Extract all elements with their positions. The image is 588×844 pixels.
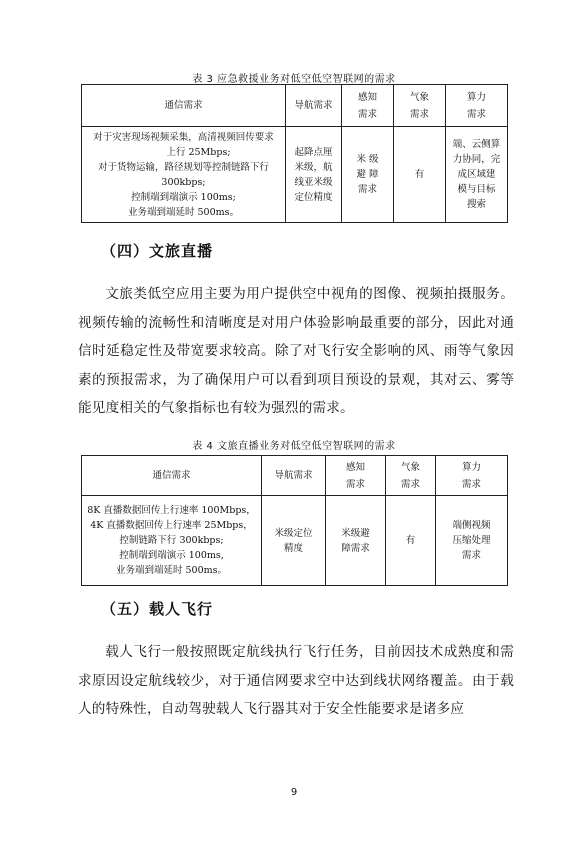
table4-caption: 表 4 文旅直播业务对低空低空智联网的需求 [192,441,396,452]
table4-compute-cell: 端侧视频 压缩处理 需求 [436,496,508,586]
table3-header-nav: 导航需求 [286,85,342,127]
table3-sense-cell: 米 级 避 障 需求 [342,127,394,223]
table4-header-comm: 通信需求 [82,456,262,496]
table4-nav-cell: 米级定位 精度 [262,496,326,586]
table4 [81,455,508,586]
table3-header-weather: 气象需求 [394,85,446,127]
table4-sense-cell: 米级避 障需求 [326,496,386,586]
table3-nav-cell: 起降点厘 米级，航 线亚米级 定位精度 [286,127,342,223]
table4-weather-cell: 有 [386,496,436,586]
table3-data-row [82,127,508,223]
table3-header-comm: 通信需求 [82,85,286,127]
table4-header-row [82,456,508,496]
table3-weather-cell: 有 [394,127,446,223]
page-number: 9 [290,787,298,798]
section4-paragraph: 文旅类低空应用主要为用户提供空中视角的图像、视频拍摄服务。视频传输的流畅性和清晰度是对用户体验影响最重要的部分，因此对通信时延稳定性及带宽要求较高。除了对飞行安全影响的风、雨等气象因素的预报需求，为了确保用户可以看到项目预设的景观，其对云、雾等能见度相关的气象指标也有较为强烈的需求。 [78,286,514,416]
table4-data-row [82,496,508,586]
table3-caption: 表 3 应急救援业务对低空低空智联网的需求 [192,74,396,85]
table3-comm-cell: 对于灾害现场视频采集，高清视频回传要求 上行 25Mbps; 对于货物运输，路径规划等控制链路下行 300kbps; 控制端到端演示 100ms; 业务端到端延时 500ms。 [82,127,286,223]
table3-header-compute: 算力需求 [446,85,508,127]
table4-header-compute: 算力需求 [436,456,508,496]
section4-title: （四）文旅直播 [101,242,214,260]
table4-header-weather: 气象需求 [386,456,436,496]
section5-paragraph: 载人飞行一般按照既定航线执行飞行任务，目前因技术成熟度和需求原因设定航线较少，对于通信网要求空中达到线状网络覆盖。由于载人的特殊性，自动驾驶载人飞行器其对于安全性能要求是诸多应 [78,644,514,717]
table4-header-nav: 导航需求 [262,456,326,496]
table3-header-sense: 感知需求 [342,85,394,127]
table3-compute-cell: 端、云侧算 力协同，完 成区域建 模与目标 搜索 [446,127,508,223]
table4-header-sense: 感知需求 [326,456,386,496]
table3-header-row [82,85,508,127]
table4-comm-cell: 8K 直播数据回传上行速率 100Mbps， 4K 直播数据回传上行速率 25Mbps， 控制链路下行 300kbps; 控制端到端演示 100ms, 业务端到端延时 500ms。 [82,496,262,586]
section5-title: （五）载人飞行 [101,600,214,618]
table3 [81,84,508,223]
